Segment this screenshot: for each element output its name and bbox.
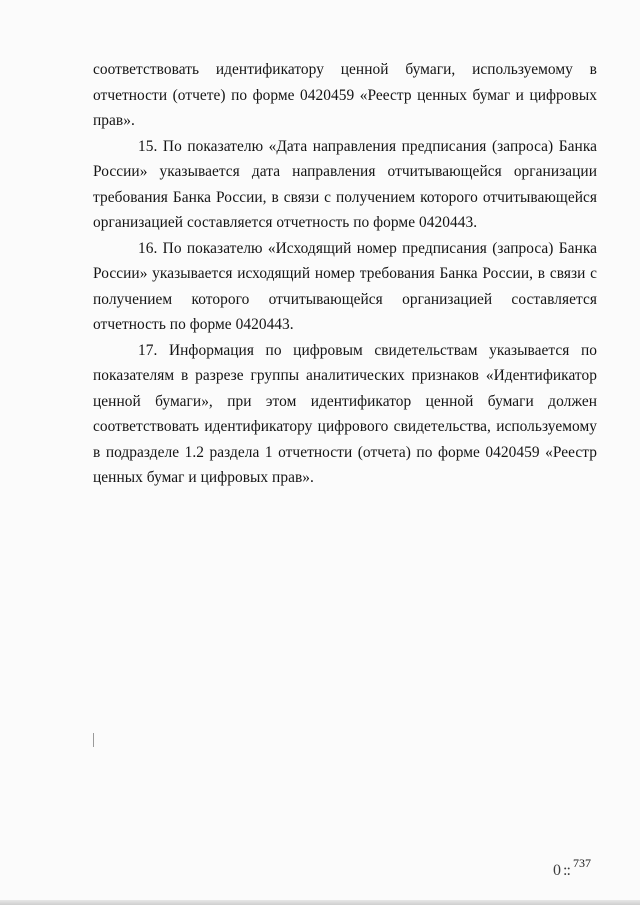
page-number-stamp xyxy=(553,856,603,882)
scan-bottom-edge xyxy=(0,900,640,905)
paragraph-continuation: соответствовать идентификатору ценной бумаги, используемому в отчетности (отчете) по форме 0420459 «Реестр ценных бумаг и цифровых прав». xyxy=(93,61,597,129)
page-number: 737 xyxy=(573,856,591,870)
page-stamp-lead: 0 :: xyxy=(553,862,570,879)
paragraph-17: 17. Информация по цифровым свидетельствам указывается по показателям в разрезе группы аналитических признаков «Идентификатор ценной бумаги», при этом идентификатор ценной бумаги должен соответствовать идентификатору цифрового свидетельства, используемому в подразделе 1.2 раздела 1 отчетности (отчета) по форме 0420459 «Реестр ценных бумаг и цифровых прав». xyxy=(93,341,597,486)
scan-margin-mark xyxy=(93,733,94,747)
document-body xyxy=(93,57,597,491)
paragraph-16: 16. По показателю «Исходящий номер предписания (запроса) Банка России» указывается исходящий номер требования Банка России, в связи с получением которого отчитывающейся организацией составляется отчетность по форме 0420443. xyxy=(93,239,597,333)
paragraph-15: 15. По показателю «Дата направления предписания (запроса) Банка России» указывается дата направления отчитывающейся организации требования Банка России, в связи с получением которого отчитывающейся организацией составляется отчетность по форме 0420443. xyxy=(93,137,597,231)
